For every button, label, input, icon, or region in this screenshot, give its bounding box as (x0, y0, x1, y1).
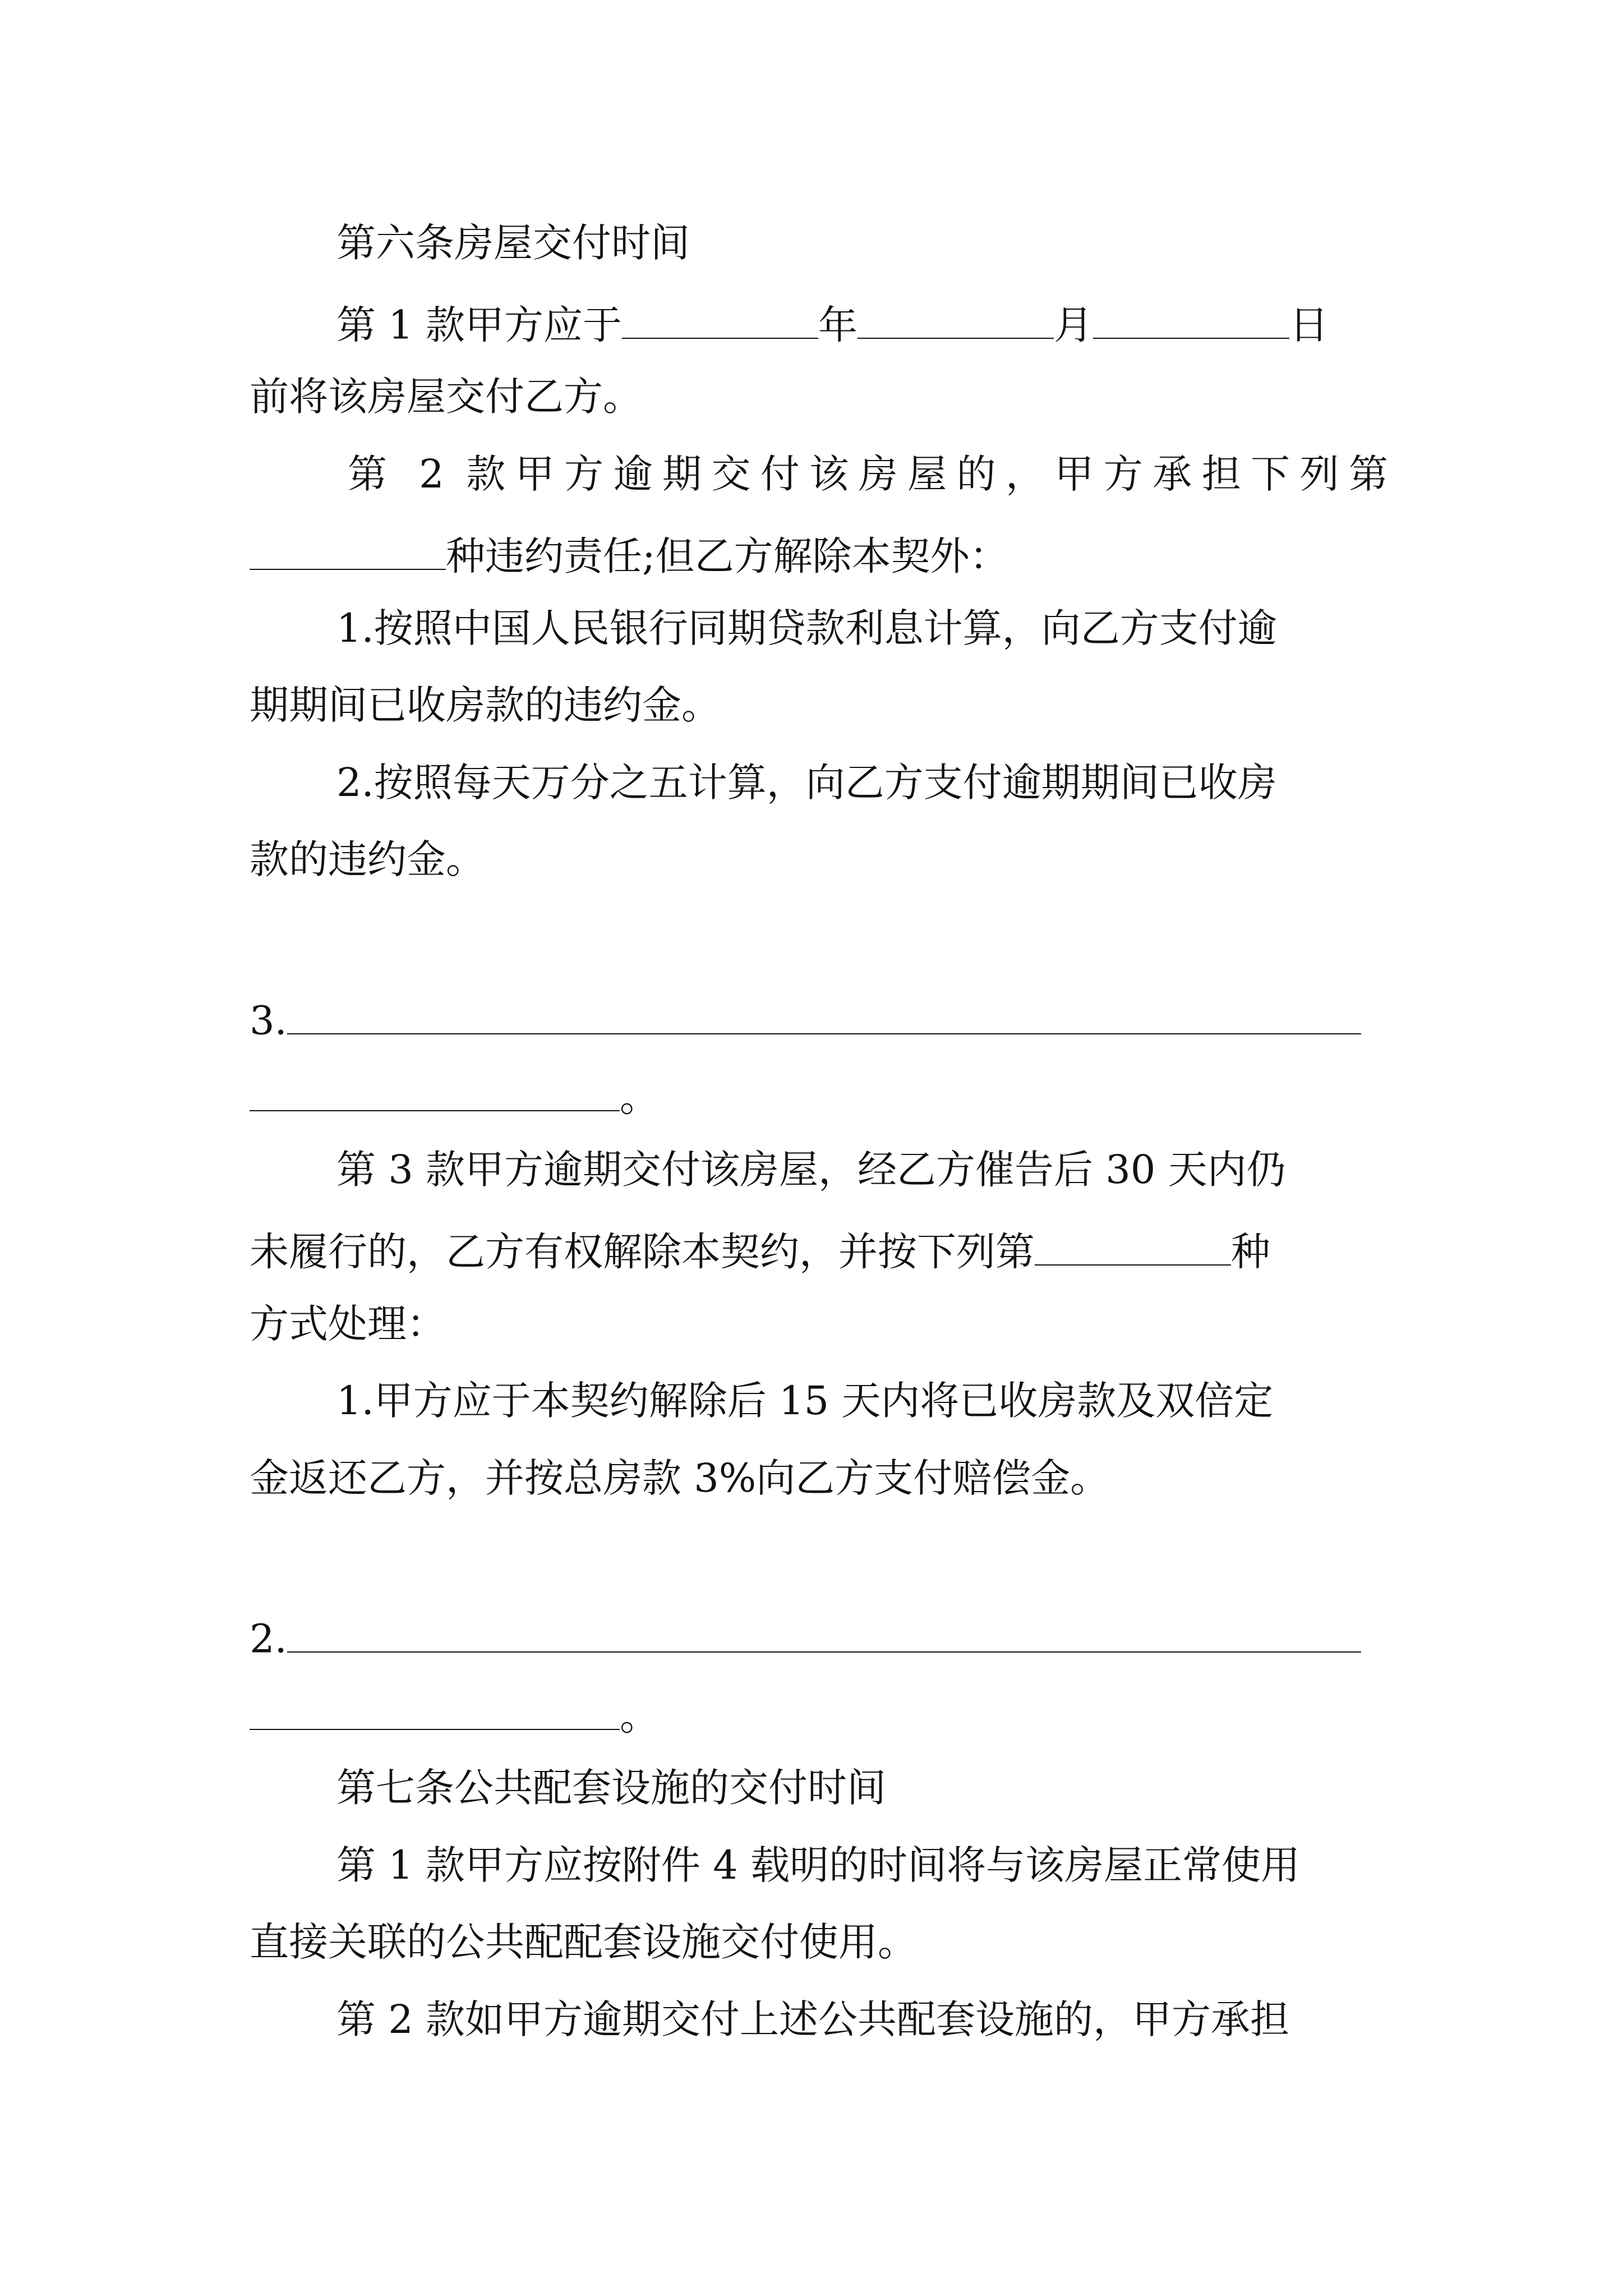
article-6-clause-1-line-2: 前将该房屋交付乙方。 (250, 374, 642, 420)
article-7-clause-1-line-1: 第 1 款甲方应按附件 4 载明的时间将与该房屋正常使用 (336, 1842, 1301, 1888)
article-7-clause-1-line-2: 直接关联的公共配配套设施交付使用。 (250, 1919, 917, 1965)
text-segment: 日 (1289, 302, 1329, 348)
article-6-option-3-line-2 (250, 1073, 659, 1121)
option-label: 2. (250, 1616, 287, 1662)
article-6-clause-3-option-1-line-1: 1.甲方应于本契约解除后 15 天内将已收房款及双倍定 (336, 1378, 1274, 1424)
article-7-clause-2-line-1: 第 2 款如甲方逾期交付上述公共配套设施的，甲方承担 (336, 1996, 1290, 2042)
text-segment: 年 (818, 302, 858, 348)
blank-option-field[interactable] (1035, 1227, 1231, 1266)
blank-day-field[interactable] (1093, 300, 1289, 339)
article-6-clause-3-line-2 (250, 1227, 1270, 1275)
article-6-clause-3-option-2-line-2 (250, 1691, 659, 1740)
article-6-clause-3-option-2-line-1 (250, 1614, 1361, 1662)
blank-year-field[interactable] (622, 300, 818, 339)
article-6-clause-3-line-1: 第 3 款甲方逾期交付该房屋，经乙方催告后 30 天内仍 (336, 1147, 1286, 1193)
blank-option-2-field-continued[interactable] (250, 1691, 620, 1730)
blank-option-field[interactable] (250, 531, 446, 570)
blank-month-field[interactable] (857, 300, 1054, 339)
article-6-option-1-line-2: 期期间已收房款的违约金。 (250, 682, 721, 728)
article-6-clause-2-line-2 (250, 531, 1009, 579)
article-6-clause-1-line-1 (336, 300, 1329, 348)
text-segment: 。 (620, 1074, 659, 1121)
article-6-option-3-line-1 (250, 996, 1361, 1044)
article-6-option-2-line-2: 款的违约金。 (250, 836, 485, 882)
article-6-clause-3-option-1-line-2: 金返还乙方，并按总房款 3%向乙方支付赔偿金。 (250, 1455, 1110, 1501)
article-6-option-2-line-1: 2.按照每天万分之五计算，向乙方支付逾期期间已收房 (336, 760, 1277, 806)
article-6-clause-3-line-3: 方式处理： (250, 1301, 446, 1347)
article-6-heading: 第六条房屋交付时间 (336, 220, 690, 266)
text-segment: 月 (1054, 302, 1094, 348)
blank-option-3-field-continued[interactable] (250, 1073, 620, 1111)
blank-option-3-field[interactable] (287, 996, 1361, 1034)
article-6-option-1-line-1: 1.按照中国人民银行同期贷款利息计算，向乙方支付逾 (336, 605, 1277, 651)
text-segment: 未履行的，乙方有权解除本契约，并按下列第 (250, 1228, 1035, 1275)
article-6-clause-2-line-1: 第 2 款甲方逾期交付该房屋的，甲方承担下列第 (348, 451, 1388, 497)
option-label: 3. (250, 997, 287, 1044)
article-7-heading: 第七条公共配套设施的交付时间 (336, 1765, 886, 1811)
text-segment: 。 (620, 1693, 659, 1740)
blank-option-2-field[interactable] (287, 1614, 1361, 1653)
text-segment: 第 1 款甲方应于 (336, 302, 623, 348)
text-segment: 种 (1231, 1228, 1270, 1275)
text-segment: 种违约责任;但乙方解除本契外： (446, 533, 1009, 579)
